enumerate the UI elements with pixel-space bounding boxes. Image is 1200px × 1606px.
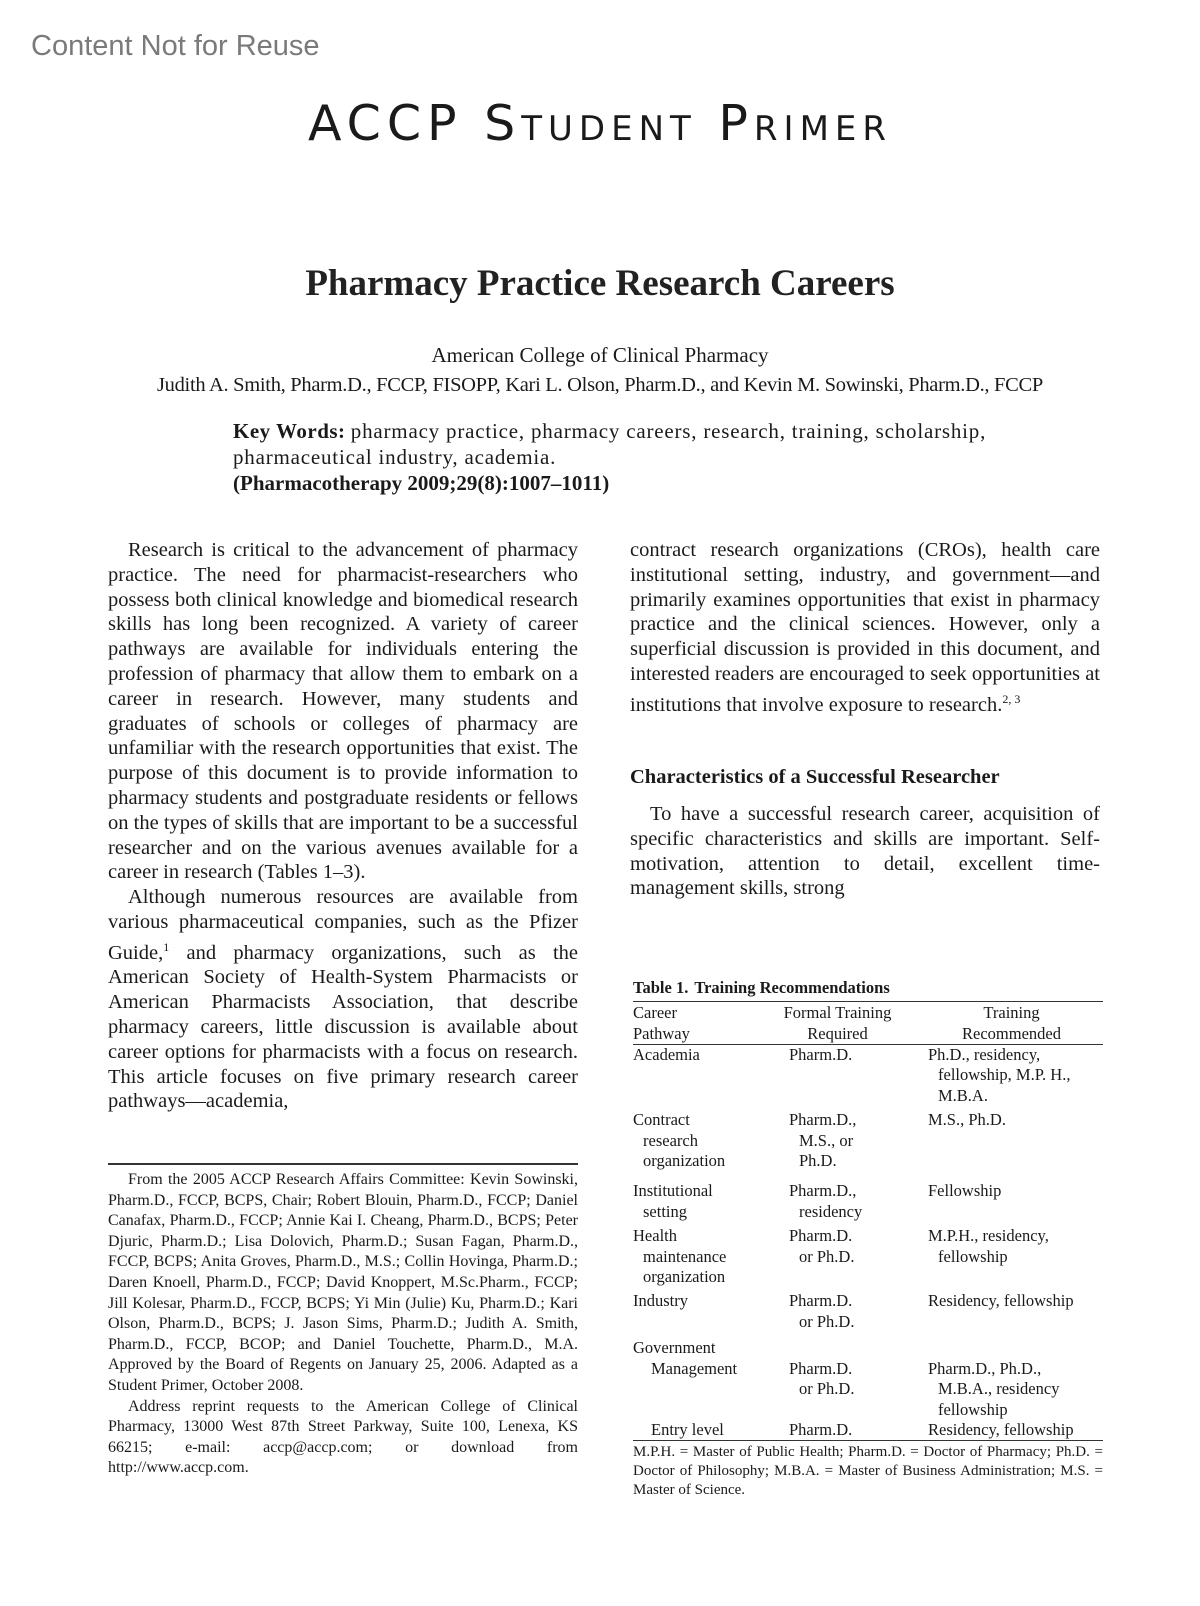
table-cell [755, 1291, 920, 1338]
table-cell [633, 1291, 755, 1338]
table-bottom-rule [633, 1440, 1103, 1441]
table-cell-line: Fellowship [928, 1181, 1002, 1201]
column-header: Formal Training Required [783, 1003, 892, 1043]
table-row [633, 1181, 1103, 1226]
table-cell-line: Pharm.D. [789, 1291, 853, 1311]
table-cell-line: Pharm.D. [789, 1045, 853, 1064]
keywords-label: Key Words: [233, 419, 346, 443]
organization: American College of Clinical Pharmacy [431, 343, 769, 367]
table-cell-line: research [643, 1130, 698, 1150]
table-body [633, 1045, 1103, 1441]
citation: (Pharmacotherapy 2009;29(8):1007–1011) [233, 471, 610, 495]
reference-superscript: 2, 3 [1002, 691, 1021, 706]
table-cell-line: Government [633, 1338, 716, 1358]
table-cell [633, 1338, 755, 1358]
series-title: ACCP Student Primer [307, 95, 893, 152]
table-cell-line: M.S., or [799, 1130, 854, 1150]
table-cell-line: Institutional [633, 1181, 713, 1201]
paragraph-text: contract research organizations (CROs), health care institutional setting, industry, and government—and primarily examines opportunities that exist in pharmacy practice and the clinical sciences. However, only a superficial discussion is provided in this document, and interested readers are encouraged to seek opportunities at institutions that involve exposure to research. [630, 539, 1100, 716]
table-cell [755, 1226, 920, 1291]
table-cell-line: Industry [633, 1291, 688, 1311]
table-row [633, 1291, 1103, 1338]
table-cell-line: or Ph.D. [799, 1311, 855, 1331]
keywords-block [233, 418, 993, 496]
table-row [633, 1110, 1103, 1181]
table-cell-line: Management [651, 1358, 738, 1378]
table-cell-line: fellowship [938, 1399, 1008, 1419]
table-cell-line: Pharm.D., Ph.D., [928, 1358, 1042, 1378]
table-cell [920, 1045, 1103, 1111]
table-cell-line: M.P.H., residency, [928, 1226, 1049, 1246]
paragraph-text: Although numerous resources are available from various pharmaceutical companies, such as the Pfizer Guide, [108, 886, 578, 964]
table-cell-line: M.B.A., residency [938, 1379, 1060, 1399]
paragraph: Research is critical to the advancement of pharmacy practice. The need for pharmacist-researchers who possess both clinical knowledge and biomedical research skills has long been recognized. A variety of career pathways are available for individuals entering the profession of pharmacy that allow them to embark on a career in research. However, many students and graduates of schools or colleges of pharmacy are unfamiliar with the research opportunities that exist. The purpose of this document is to provide information to pharmacy students and postgraduate residents or fellows on the types of skills that are important to be a successful researcher and on the various avenues available for a career in research (Tables 1–3). [108, 539, 578, 884]
table-cell-line: or Ph.D. [799, 1379, 855, 1399]
column-header: Career Pathway [633, 1003, 690, 1043]
authors: Judith A. Smith, Pharm.D., FCCP, FISOPP, Kari L. Olson, Pharm.D., and Kevin M. Sowinski, Pharm.D., FCCP [156, 374, 1044, 396]
table-cell [920, 1359, 1103, 1420]
table-row [633, 1359, 1103, 1420]
table-cell-line: fellowship, M.P. H., [938, 1065, 1071, 1085]
table-cell-line: Health [633, 1226, 677, 1246]
keywords-text: pharmacy practice, pharmacy careers, research, training, scholarship, pharmaceutical industry, academia. [233, 419, 987, 469]
committee-footnote: From the 2005 ACCP Research Affairs Committee: Kevin Sowinski, Pharm.D., FCCP, BCPS, Chair; Robert Blouin, Pharm.D., FCCP; Daniel Canafax, Pharm.D., FCCP; Annie Kai I. Cheang, Pharm.D., BCPS; Peter Djuric, Pharm.D.; Lisa Dolovich, Pharm.D.; Susan Fagan, Pharm.D., FCCP, BCPS; Anita Groves, Pharm.D., M.S.; Collin Hovinga, Pharm.D.; Daren Knoell, Pharm.D., FCCP; David Knoppert, M.Sc.Pharm., FCCP; Jill Kolesar, Pharm.D., FCCP, BCPS; Yi Min (Julie) Ku, Pharm.D.; Kari Olson, Pharm.D., BCPS; J. Jason Sims, Pharm.D.; Judith A. Smith, Pharm.D., FCCP, BCOP; and Daniel Touchette, Pharm.D., M.A. Approved by the Board of Regents on January 25, 2006. Adapted as a Student Primer, October 2008. [108, 1171, 578, 1394]
section-heading: Characteristics of a Successful Researcher [630, 766, 1000, 788]
table-cell-line: Pharm.D. [789, 1226, 853, 1246]
right-column-continued [630, 802, 1100, 901]
table-header-row [633, 1002, 1103, 1045]
table-cell [920, 1420, 1103, 1440]
table-cell [755, 1181, 920, 1226]
table-caption-title: Training Recommendations [694, 978, 890, 997]
table-cell [633, 1420, 755, 1440]
table-cell [755, 1338, 920, 1358]
table-cell [633, 1045, 755, 1111]
table-cell [920, 1226, 1103, 1291]
footnotes [108, 1170, 578, 1479]
table-cell [755, 1045, 920, 1111]
paragraph [108, 885, 578, 1114]
left-column [108, 538, 578, 1114]
table-row [633, 1420, 1103, 1440]
table-row [633, 1045, 1103, 1111]
table-cell-line: Entry level [651, 1419, 724, 1439]
table-row [633, 1226, 1103, 1291]
table-cell [633, 1181, 755, 1226]
paragraph [630, 538, 1100, 717]
table-1 [633, 978, 1103, 1500]
table-cell-line: Pharm.D., [789, 1110, 857, 1130]
table-caption-label: Table 1. [633, 978, 689, 997]
column-header: Training Recommended [962, 1003, 1061, 1043]
table-cell-line: organization [643, 1151, 726, 1171]
footnote-divider [108, 1163, 578, 1165]
table-cell-line: M.B.A. [938, 1085, 988, 1105]
table-cell [755, 1420, 920, 1440]
table-cell-line: Pharm.D. [789, 1419, 853, 1439]
table-cell [633, 1226, 755, 1291]
table-note: M.P.H. = Master of Public Health; Pharm.D. = Doctor of Pharmacy; Ph.D. = Doctor of Philosophy; M.B.A. = Master of Business Administration; M.S. = Master of Science. [633, 1444, 1103, 1499]
table-cell-line: setting [643, 1201, 687, 1221]
table-cell-line: Contract [633, 1110, 690, 1130]
table-cell-line: Residency, fellowship [928, 1291, 1074, 1311]
table-cell [633, 1359, 755, 1420]
reference-superscript: 1 [163, 939, 170, 954]
table-cell-line: M.S., Ph.D. [928, 1110, 1006, 1130]
right-column [630, 538, 1100, 717]
table-cell [920, 1291, 1103, 1338]
table-caption [633, 978, 1103, 998]
table-row [633, 1338, 1103, 1358]
table-cell-line: Ph.D. [799, 1151, 837, 1171]
table-cell [755, 1359, 920, 1420]
table-cell-line: Pharm.D., [789, 1181, 857, 1201]
paragraph-text: and pharmacy organizations, such as the American Society of Health-System Pharmacists or American Pharmacists Association, that describe pharmacy careers, little discussion is available about career options for pharmacists with a focus on research. This article focuses on five primary research career pathways—academia, [108, 941, 578, 1113]
table-cell-line: Ph.D., residency, [928, 1045, 1041, 1064]
paragraph: To have a successful research career, acquisition of specific characteristics and skills are important. Self-motivation, attention to detail, excellent time-management skills, strong [630, 803, 1100, 900]
table-cell-line: Academia [633, 1045, 700, 1064]
table-cell-line: organization [643, 1267, 726, 1287]
table-cell [755, 1110, 920, 1181]
training-table [633, 1001, 1103, 1440]
table-cell-line: Pharm.D. [789, 1358, 853, 1378]
table-cell-line: residency [799, 1201, 863, 1221]
reprint-footnote: Address reprint requests to the American College of Clinical Pharmacy, 13000 West 87th Street Parkway, Suite 100, Lenexa, KS 66215; e-mail: accp@accp.com; or download from http://www.accp.com. [108, 1397, 578, 1477]
table-cell-line: fellowship [938, 1246, 1008, 1266]
watermark: Content Not for Reuse [31, 30, 320, 62]
table-cell [920, 1181, 1103, 1226]
article-title: Pharmacy Practice Research Careers [305, 263, 895, 304]
table-cell-line: Residency, fellowship [928, 1419, 1074, 1439]
table-cell [920, 1110, 1103, 1181]
table-cell-line: maintenance [643, 1246, 727, 1266]
table-cell-line: or Ph.D. [799, 1246, 855, 1266]
table-cell [633, 1110, 755, 1181]
table-cell [920, 1338, 1103, 1358]
